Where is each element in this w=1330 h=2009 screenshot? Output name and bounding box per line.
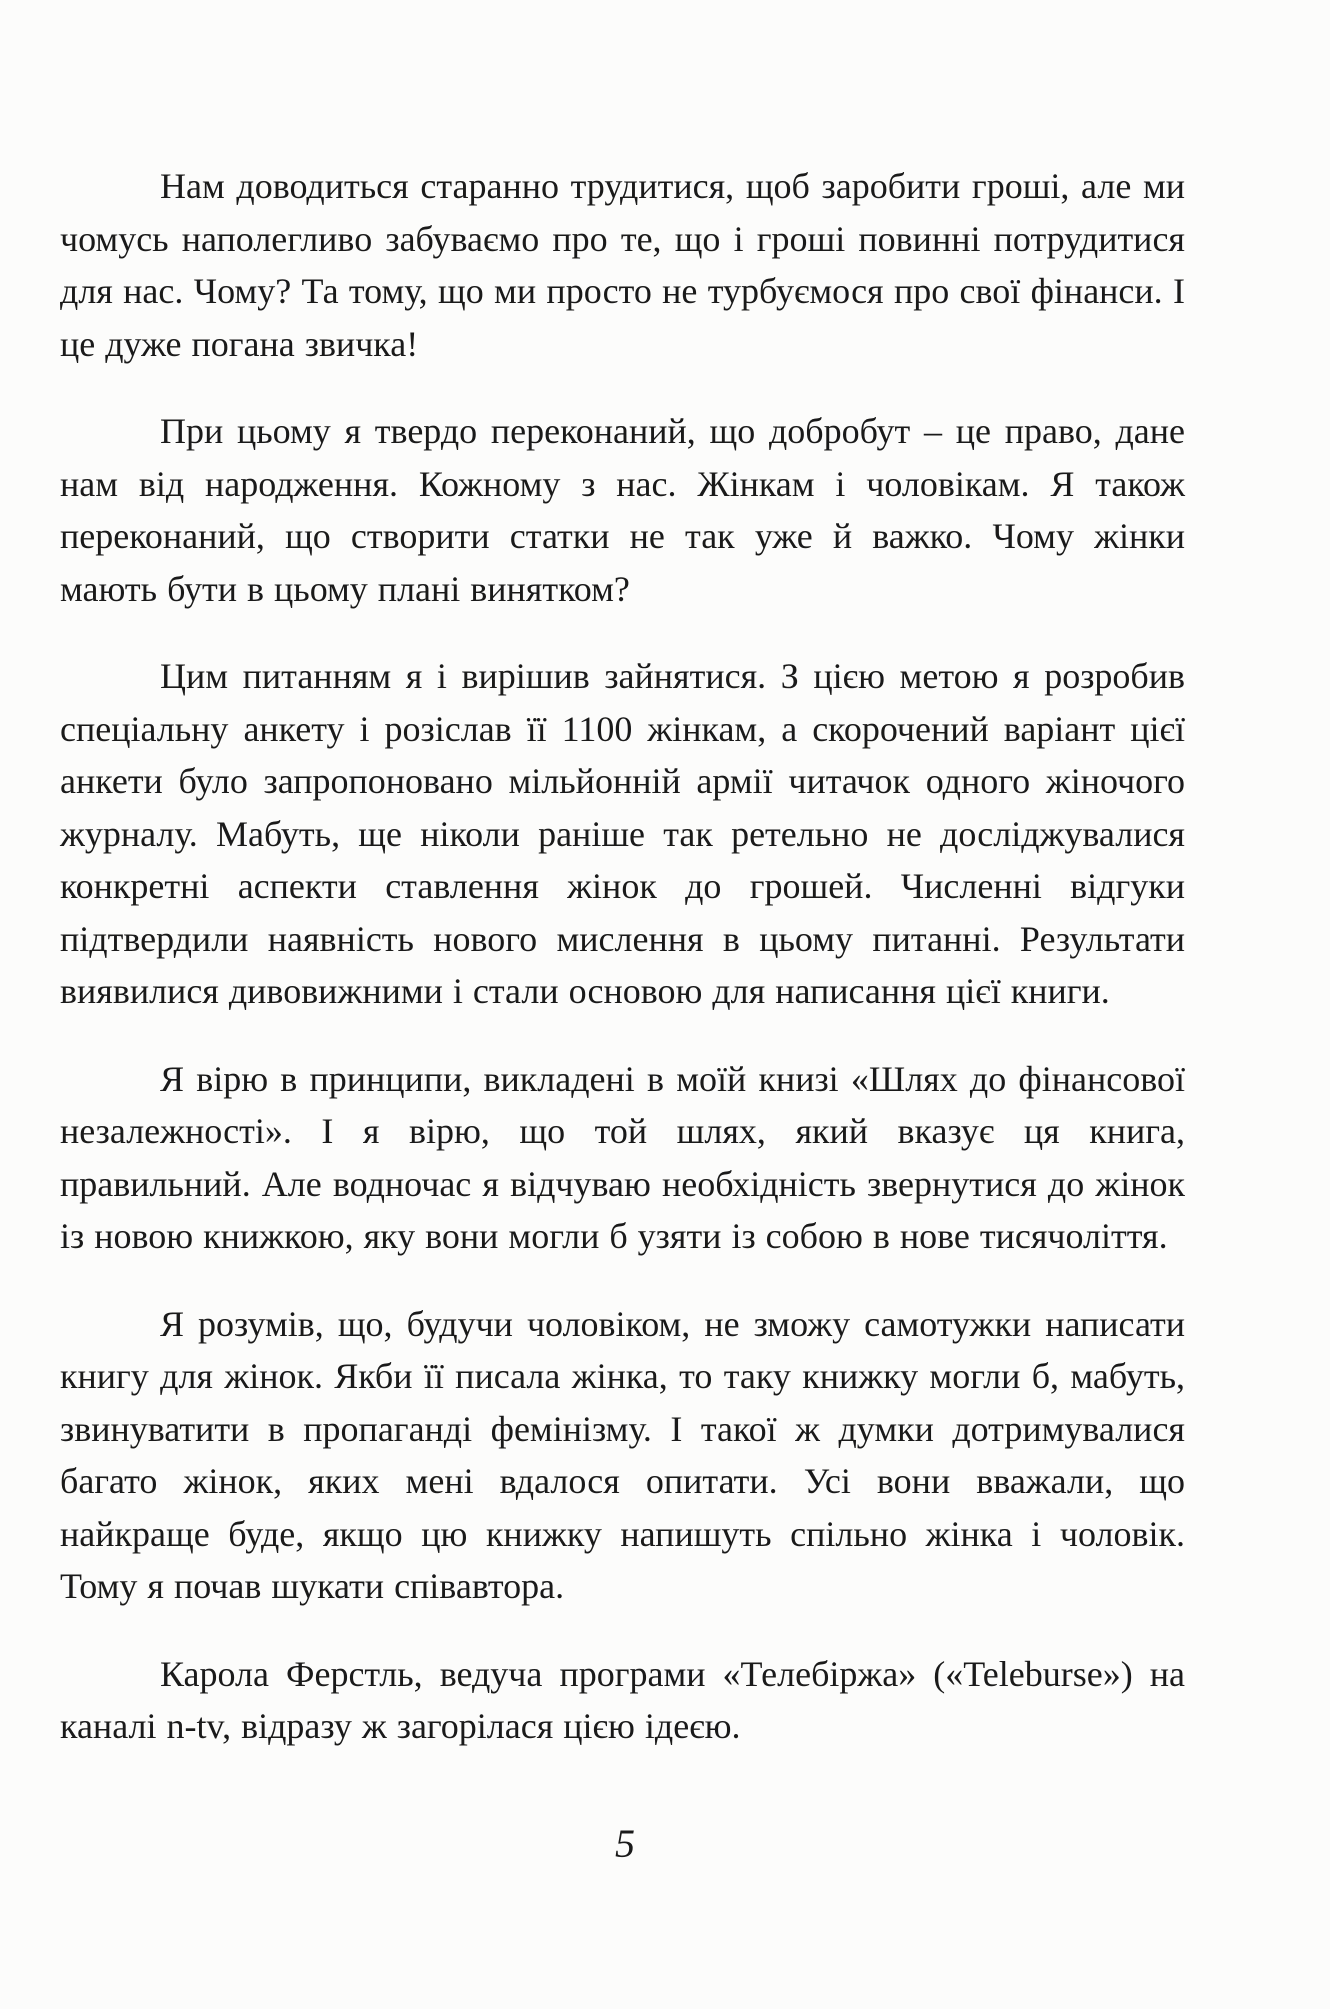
page-number: 5: [615, 1821, 635, 1866]
paragraph-5: Я розумів, що, будучи чоловіком, не зможу самотужки написати книгу для жінок. Якби її писала жінка, то таку книжку могли б, мабуть, звинуватити в пропаганді фемінізму. І такої ж думки дотримувалися багато жінок, яких мені вдалося опитати. Усі вони вважали, що найкраще буде, якщо цю книжку напишуть спільно жінка і чоловік. Тому я почав шукати співавтора.: [60, 1303, 1185, 1606]
body-text: [60, 160, 1185, 1788]
paragraph-2: При цьому я твердо переконаний, що добробут – це право, дане нам від народження. Кожному з нас. Жінкам і чоловікам. Я також переконаний, що створити статки не так уже й важко. Чому жінки мають бути в цьому плані винятком?: [60, 411, 1185, 609]
paragraph-1: Нам доводиться старанно трудитися, щоб заробити гроші, але ми чомусь наполегливо забуваємо про те, що і гроші повинні потрудитися для нас. Чому? Та тому, що ми просто не турбуємося про свої фінанси. І це дуже погана звичка!: [60, 166, 1185, 364]
paragraph-6: Карола Ферстль, ведуча програми «Телебіржа» («Teleburse») на каналі n-tv, відразу ж загорілася цією ідеєю.: [60, 1653, 1185, 1746]
paragraph-3: Цим питанням я і вирішив зайнятися. З цією метою я розробив спеціальну анкету і розіслав її 1100 жінкам, а скорочений варіант цієї анкети було запропоновано мільйонній армії читачок одного жіночого журналу. Мабуть, ще ніколи раніше так ретельно не досліджувалися конкретні аспекти ставлення жінок до грошей. Численні відгуки підтвердили наявність нового мислення в цьому питанні. Результати виявилися дивовижними і стали основою для написання цієї книги.: [60, 656, 1185, 1011]
paragraph-4: Я вірю в принципи, викладені в моїй книзі «Шлях до фінансової незалежності». І я вірю, що той шлях, який вказує ця книга, правильний. Але водночас я відчуваю необхідність звернутися до жінок із новою книжкою, яку вони могли б узяти із собою в нове тисячоліття.: [60, 1058, 1185, 1256]
